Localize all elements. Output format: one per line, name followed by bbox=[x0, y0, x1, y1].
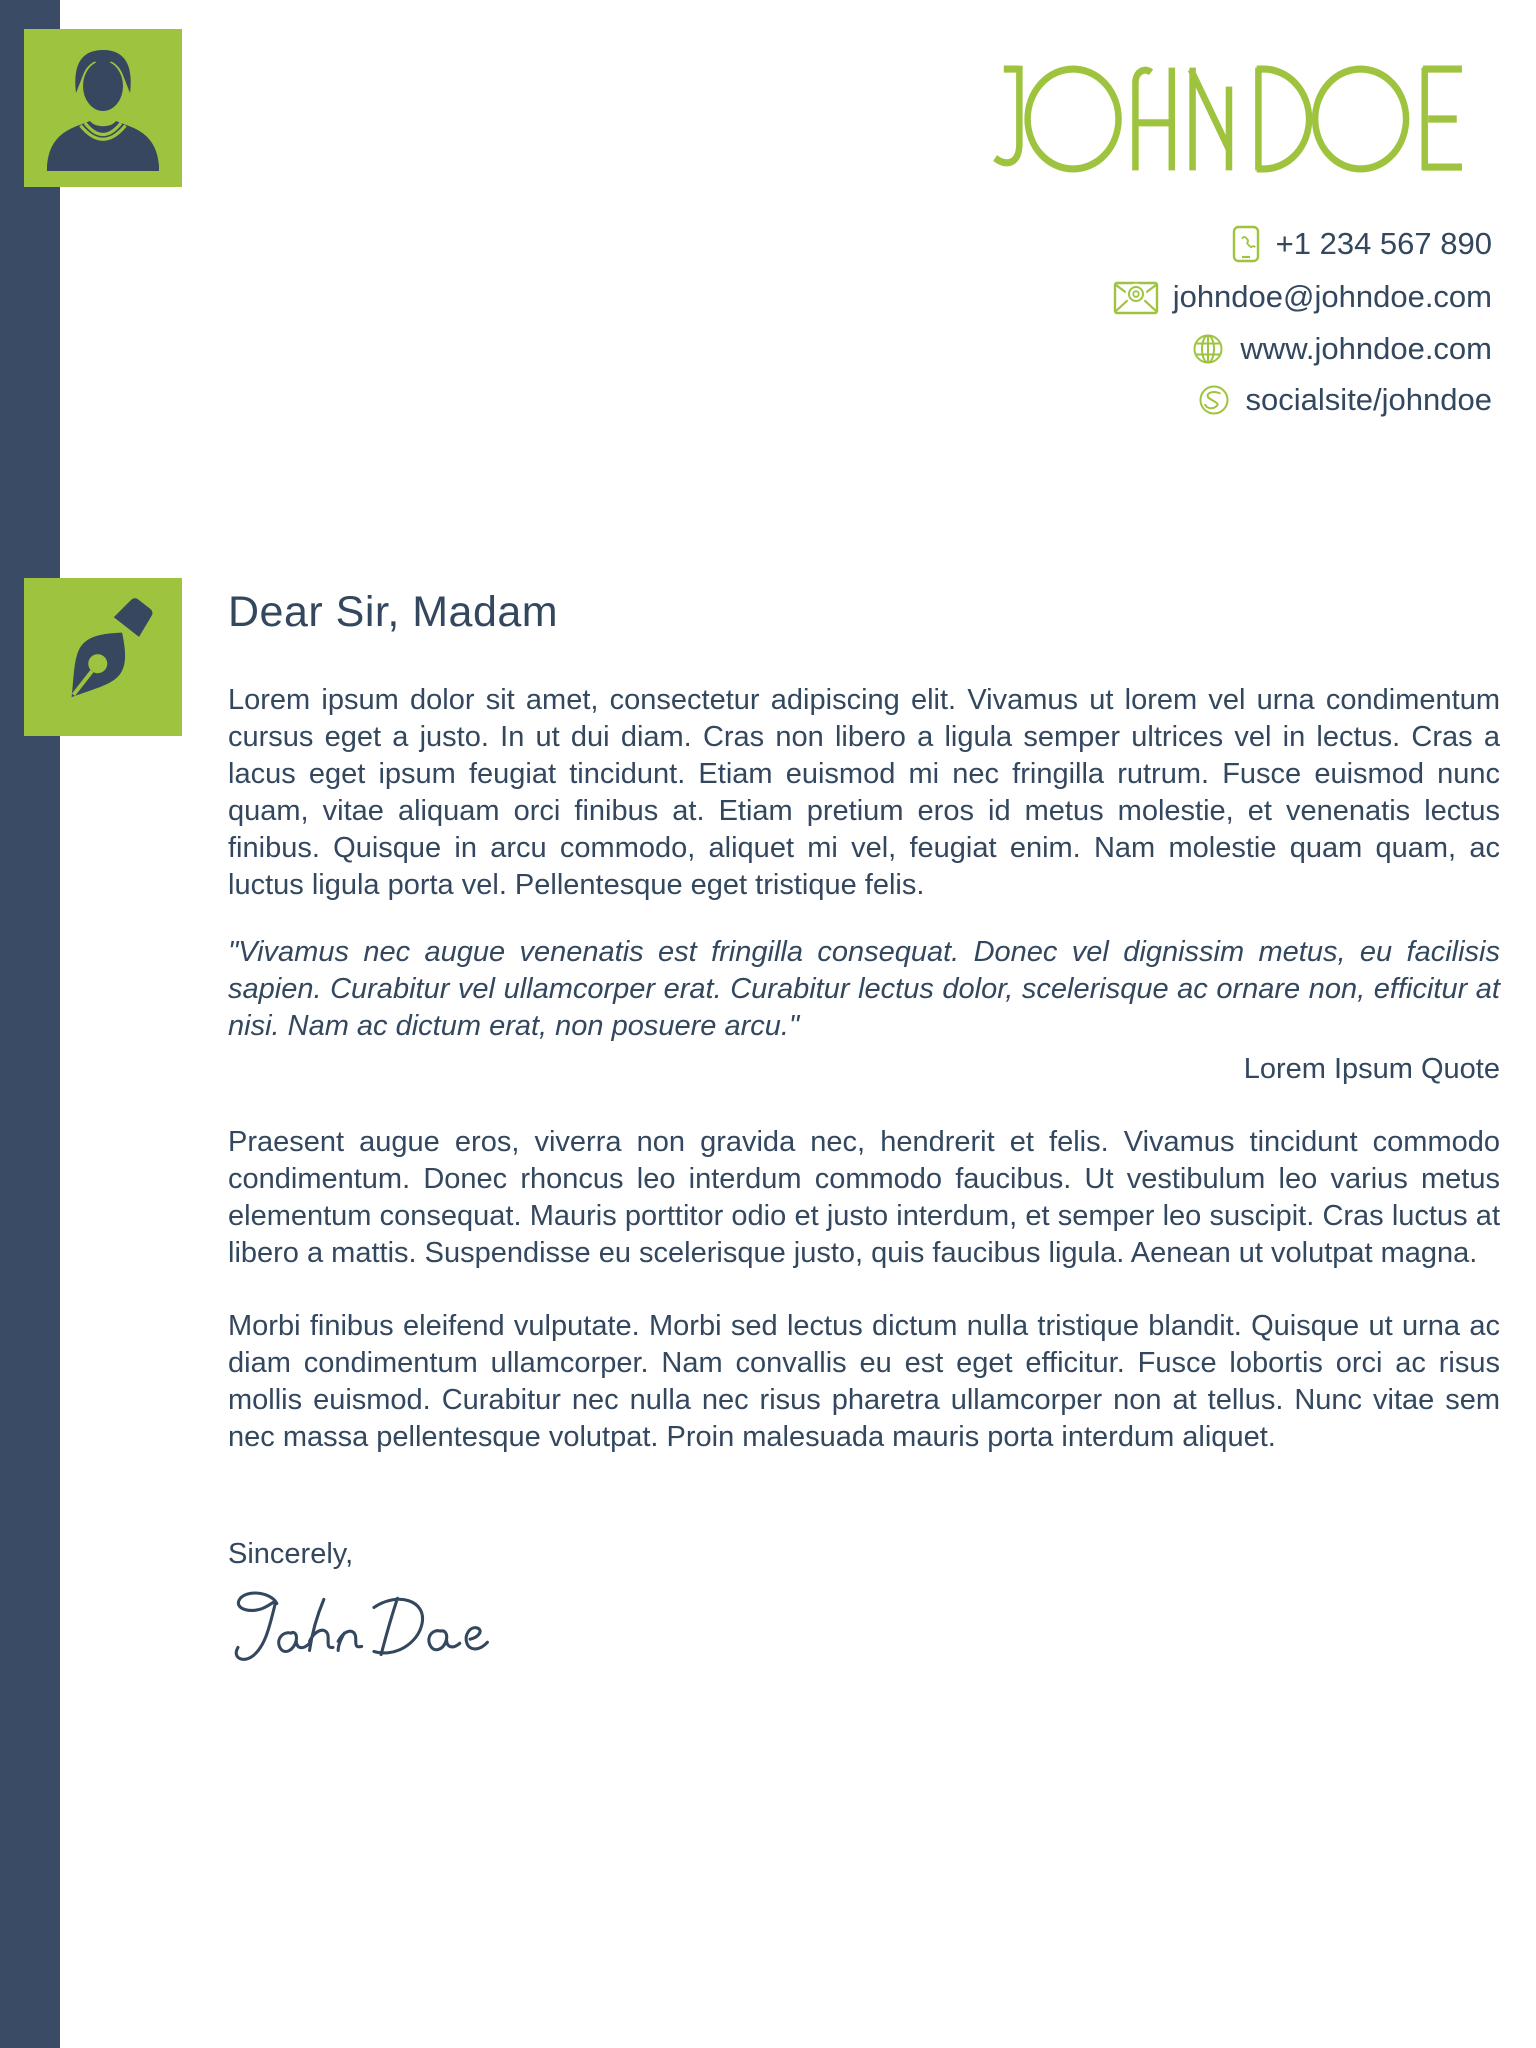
quote-paragraph: "Vivamus nec augue venenatis est fringilla consequat. Donec vel dignissim metus, eu facilisis sapien. Curabitur vel ullamcorper erat. Curabitur lectus dolor, scelerisque ac ornare non, efficitur at nisi. Nam ac dictum erat, non posuere arcu." bbox=[228, 936, 1500, 1042]
contact-row-email bbox=[1112, 277, 1492, 317]
quote-attribution: Lorem Ipsum Quote bbox=[1243, 1053, 1500, 1085]
pen-nib-icon bbox=[24, 578, 182, 736]
letter-body bbox=[228, 588, 1500, 1675]
paragraph-2: Praesent augue eros, viverra non gravida nec, hendrerit et felis. Vivamus tincidunt commodo condimentum. Donec rhoncus leo interdum commodo faucibus. Ut vestibulum leo varius metus elementum consequat. Mauris porttitor odio et justo interdum, et semper leo suscipit. Cras luctus at libero a mattis. Suspendisse eu scelerisque justo, quis faucibus ligula. Aenean ut volutpat magna. bbox=[228, 1126, 1500, 1269]
contact-social-value: socialsite/johndoe bbox=[1245, 382, 1492, 417]
contact-list bbox=[1112, 224, 1492, 419]
signature-art bbox=[222, 1583, 532, 1675]
paragraph-1: Lorem ipsum dolor sit amet, consectetur adipiscing elit. Vivamus ut lorem vel urna condimentum cursus eget a justo. In ut dui diam. Cras non libero a ligula semper ultrices vel in lectus. Cras a lacus eget ipsum feugiat tincidunt. Etiam euismod mi nec fringilla rutrum. Fusce euismod nunc quam, vitae aliquam orci finibus at. Etiam pretium eros id metus molestie, et venenatis lectus finibus. Quisque in arcu commodo, aliquet mi vel, feugiat enim. Nam molestie quam quam, ac luctus ligula porta vel. Pellentesque eget tristique felis. bbox=[228, 684, 1500, 901]
social-icon bbox=[1195, 381, 1233, 419]
avatar bbox=[24, 29, 182, 187]
contact-row-social bbox=[1195, 381, 1492, 419]
closing-line: Sincerely, bbox=[228, 1538, 354, 1570]
person-icon bbox=[24, 29, 182, 187]
paragraph-3: Morbi finibus eleifend vulputate. Morbi sed lectus dictum nulla tristique blandit. Quisque ut urna ac diam condimentum ullamcorper. Nam convallis eu est eget efficitur. Fusce lobortis orci ac risus mollis euismod. Curabitur nec nulla nec risus pharetra ullamcorper non at tellus. Nunc vitae sem nec massa pellentesque volutpat. Proin malesuada mauris porta interdum aliquet. bbox=[228, 1310, 1500, 1453]
name-title-art bbox=[983, 60, 1468, 178]
contact-row-website bbox=[1189, 330, 1492, 368]
side-accent-bar bbox=[0, 0, 60, 2048]
globe-icon bbox=[1189, 330, 1227, 368]
pen-section-marker bbox=[24, 578, 182, 736]
signature bbox=[228, 1583, 1500, 1675]
contact-email-value: johndoe@johndoe.com bbox=[1172, 279, 1492, 314]
email-icon bbox=[1112, 277, 1160, 317]
contact-row-phone bbox=[1229, 224, 1492, 264]
contact-website-value: www.johndoe.com bbox=[1240, 331, 1492, 366]
phone-icon bbox=[1229, 224, 1263, 264]
salutation: Dear Sir, Madam bbox=[228, 588, 559, 636]
contact-phone-value: +1 234 567 890 bbox=[1275, 226, 1492, 261]
